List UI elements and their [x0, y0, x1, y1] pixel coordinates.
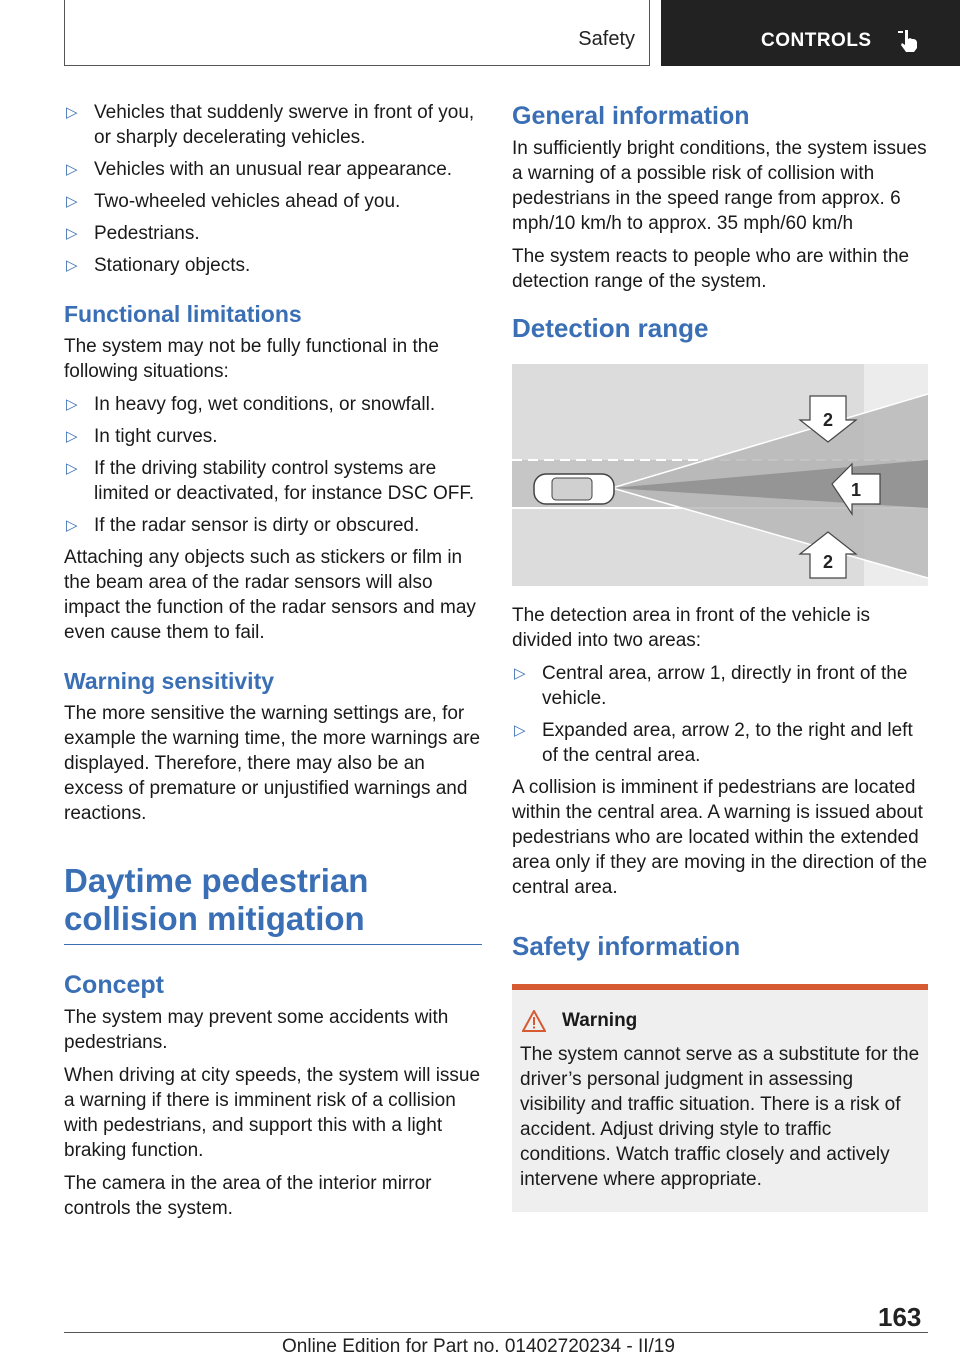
- bullet-triangle-icon: ▷: [66, 460, 78, 477]
- header-tab-controls: [661, 0, 960, 66]
- list-item: ▷ Expanded area, arrow 2, to the right and left of the central area.: [514, 720, 913, 766]
- bullet-list-top: [64, 100, 482, 278]
- detection-range-list: [512, 661, 928, 768]
- warning-title-row: [520, 1010, 922, 1032]
- list-item: ▷ If the driving stability control systems are limited or deactivated, for instance DSC OFF.: [66, 458, 475, 504]
- list-item: ▷ If the radar sensor is dirty or obscured.: [66, 515, 420, 536]
- list-item: ▷ In tight curves.: [66, 426, 218, 447]
- bullet-triangle-icon: ▷: [66, 225, 78, 242]
- bullet-triangle-icon: ▷: [66, 161, 78, 178]
- functional-limitations-heading: Functional limitations: [64, 301, 302, 327]
- warning-box: [512, 984, 928, 1212]
- vehicle-icon: [534, 474, 614, 504]
- bullet-triangle-icon: ▷: [66, 396, 78, 413]
- header-tab-label: CONTROLS: [761, 30, 872, 51]
- general-information-paragraph-1: In sufficiently bright conditions, the system issues a warning of a possible risk of collision with pedestrians in the speed range from approx. 6 mph/10 km/h to approx. 35 mph/60 km/h: [512, 138, 927, 234]
- list-item: ▷ Vehicles with an unusual rear appearance.: [66, 159, 453, 180]
- safety-information-heading: Safety information: [512, 931, 741, 961]
- list-item: ▷ Two-wheeled vehicles ahead of you.: [66, 191, 401, 212]
- detection-range-intro: The detection area in front of the vehicle is divided into two areas:: [512, 605, 871, 651]
- bullet-triangle-icon: ▷: [66, 257, 78, 274]
- concept-paragraph-1: The system may prevent some accidents with pedestrians.: [64, 1007, 449, 1053]
- general-information-paragraph-2: The system reacts to people who are within the detection range of the system.: [512, 246, 910, 292]
- list-item: ▷ Stationary objects.: [66, 255, 251, 276]
- svg-text:2: 2: [822, 410, 834, 430]
- list-item: ▷ In heavy fog, wet conditions, or snowfall.: [66, 394, 436, 415]
- functional-limitations-list: [64, 392, 482, 538]
- warning-text: The system cannot serve as a substitute for the driver’s personal judgment in assessing visibility and traffic situation. There is a risk of accident. Adjust driving style to traffic conditions. Watch traffic closely and actively intervene where appropriate.: [520, 1044, 920, 1190]
- detection-range-outro: A collision is imminent if pedestrians are located within the central area. A warning is issued about pedestrians who are located within the extended area only if they are moving in the direction of the central area.: [512, 777, 928, 898]
- header-section-box: [64, 0, 650, 66]
- chapter-title: Daytime pedestrian collision mitigation: [64, 862, 482, 945]
- functional-limitations-outro: Attaching any objects such as stickers or film in the beam area of the radar sensors will also impact the function of the radar sensors and may even cause them to fail.: [64, 547, 476, 643]
- page-header: [64, 0, 960, 66]
- detection-range-figure: [512, 364, 928, 586]
- page-number: 163: [878, 1302, 922, 1332]
- list-item: ▷ Vehicles that suddenly swerve in front of you, or sharply decelerating vehicles.: [66, 102, 475, 148]
- bullet-triangle-icon: ▷: [514, 665, 526, 682]
- bullet-triangle-icon: ▷: [66, 428, 78, 445]
- hand-pointer-icon: [896, 28, 922, 54]
- warning-sensitivity-text: The more sensitive the warning settings are, for example the warning time, the more warnings are displayed. Therefore, there may also be an excess of premature or unjustified warnings and reactions.: [64, 703, 481, 824]
- detection-range-heading: Detection range: [512, 313, 709, 343]
- bullet-triangle-icon: ▷: [66, 517, 78, 534]
- bullet-triangle-icon: ▷: [66, 104, 78, 121]
- warning-title: Warning: [562, 1010, 638, 1031]
- right-column: [512, 100, 928, 1212]
- concept-paragraph-3: The camera in the area of the interior mirror controls the system.: [64, 1173, 432, 1219]
- bullet-triangle-icon: ▷: [66, 193, 78, 210]
- footer-divider: [64, 1332, 928, 1333]
- concept-paragraph-2: When driving at city speeds, the system will issue a warning if there is imminent risk of a collision with pedestrians, and support this with a light braking function.: [64, 1065, 481, 1161]
- header-section-title: Safety: [578, 28, 635, 50]
- bullet-triangle-icon: ▷: [514, 722, 526, 739]
- list-item: ▷ Pedestrians.: [66, 223, 200, 244]
- svg-text:1: 1: [850, 480, 862, 500]
- left-column: [64, 100, 482, 1229]
- footer-edition: Online Edition for Part no. 01402720234 - II/19: [282, 1336, 675, 1357]
- list-item: ▷ Central area, arrow 1, directly in front of the vehicle.: [514, 663, 908, 709]
- warning-sensitivity-heading: Warning sensitivity: [64, 668, 275, 694]
- warning-triangle-icon: [522, 1010, 546, 1032]
- functional-limitations-intro: The system may not be fully functional in the following situations:: [64, 336, 439, 382]
- concept-heading: Concept: [64, 971, 164, 999]
- general-information-heading: General information: [512, 102, 750, 130]
- svg-text:2: 2: [822, 552, 834, 572]
